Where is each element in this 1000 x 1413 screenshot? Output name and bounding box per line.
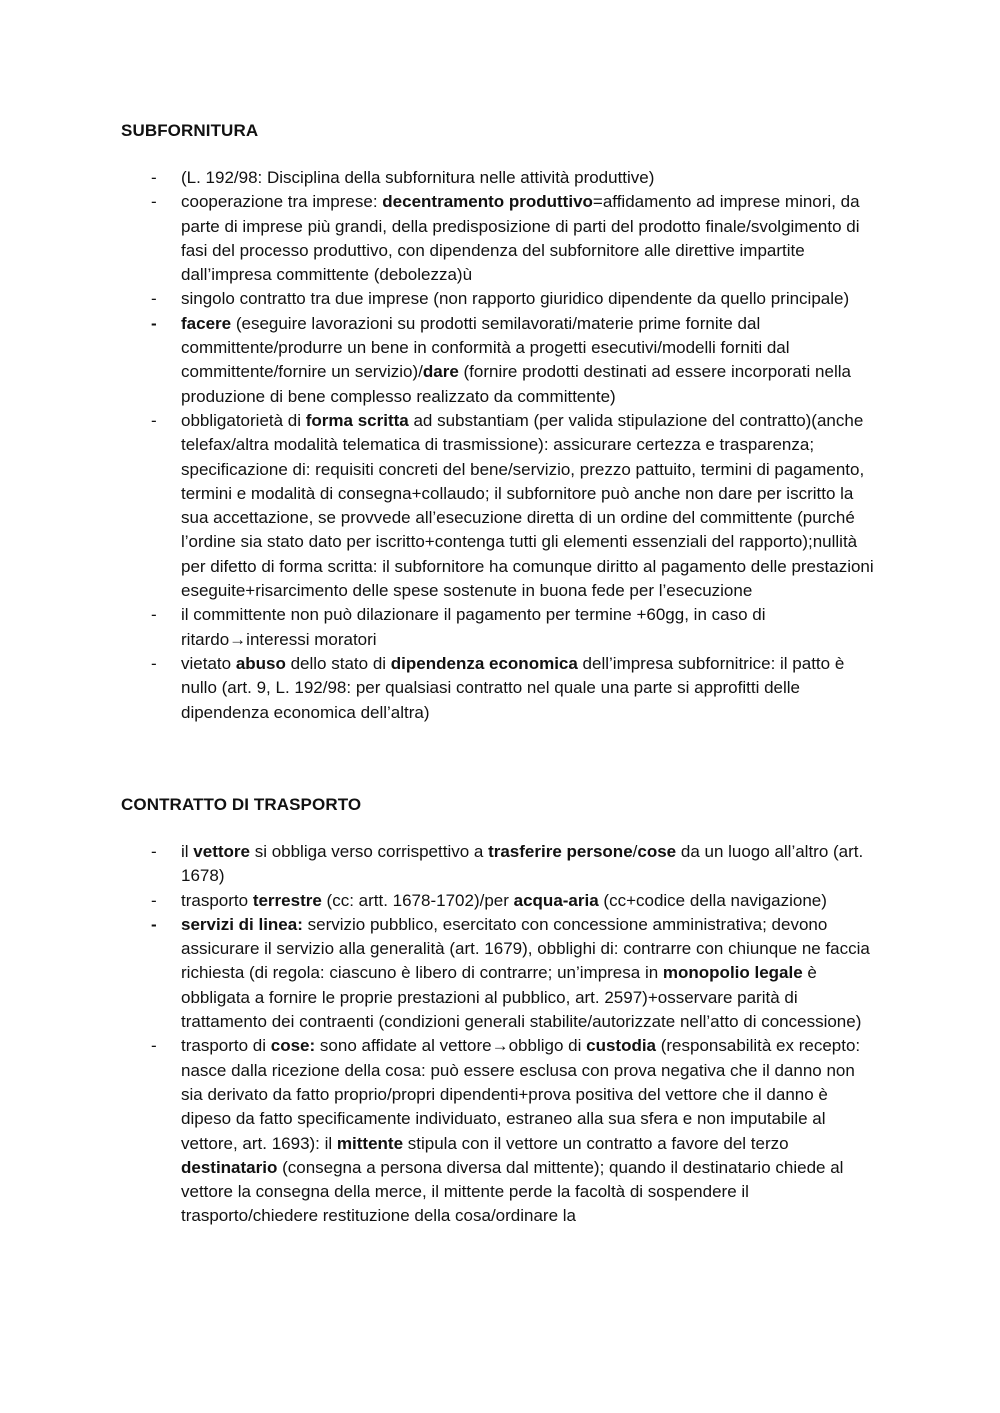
bullet-dash: - (151, 890, 157, 910)
text-run: stipula con il vettore un contratto a favore del terzo (403, 1133, 789, 1153)
list-item (0, 652, 1000, 725)
list-item-text (181, 166, 881, 190)
list-item-text (181, 652, 881, 725)
text-run: (cc: artt. 1678-1702)/per (321, 890, 514, 910)
list-item (0, 840, 1000, 889)
text-run: cooperazione tra imprese: (181, 192, 383, 212)
bold-term: dare (422, 362, 459, 382)
text-run: è obbligata a fornire le proprie prestazioni al pubblico, art. 2597)+osservare parità di trattamento dei contraenti (condizioni generali stabilite/autorizzate nell’atto di concessione) (181, 963, 862, 1032)
list-item (0, 409, 1000, 603)
text-run: (cc+codice della navigazione) (598, 890, 827, 910)
list-item (0, 166, 1000, 190)
bold-term: terrestre (252, 890, 322, 910)
bullet-dash: - (151, 842, 157, 861)
text-run: trasporto (181, 890, 253, 910)
text-run: dell’impresa subfornitrice: il patto è nullo (art. 9, L. 192/98: per qualsiasi contratto nel quale una parte si approfitti delle dipendenza economica dell’altra) (181, 653, 845, 722)
text-run: singolo contratto tra due imprese (non rapporto giuridico dipendente da quello principale) (181, 289, 850, 309)
list-item-text (181, 840, 881, 889)
bold-term: acqua-aria (513, 890, 599, 910)
list-item-text (181, 1034, 881, 1228)
list-item-text (181, 190, 881, 287)
text-run: (fornire prodotti destinati ad essere incorporati nella produzione di bene complesso realizzato da committente) (181, 362, 851, 406)
text-run: il (181, 842, 194, 861)
bullet-dash: - (151, 192, 157, 212)
bullet-dash: - (151, 289, 157, 309)
text-run: dello stato di (285, 653, 391, 673)
text-run: trasporto di (181, 1036, 271, 1056)
bold-term: custodia (586, 1036, 657, 1056)
text-run: (eseguire lavorazioni su prodotti semilavorati/materie prime fornite dal committente/produrre un bene in conformità a progetti esecutivi/modelli forniti dal committente/fornire un servizio)/ (181, 313, 790, 382)
list-item-text (181, 913, 881, 1034)
section-heading-subfornitura: SUBFORNITURA (121, 121, 259, 140)
text-run: il committente non può dilazionare il pagamento per termine +60gg, in caso di ritardo→interessi moratori (181, 605, 766, 649)
bold-term: monopolio legale (662, 963, 803, 983)
bullet-dash: - (151, 313, 157, 333)
text-run: si obbliga verso corrispettivo a (249, 842, 489, 861)
bold-term: trasferire persone (488, 842, 633, 861)
bold-term: forma scritta (305, 410, 409, 430)
text-run: vietato (181, 653, 236, 673)
text-run: ad substantiam (per valida stipulazione del contratto)(anche telefax/altra modalità telematica di trasmissione): assicurare certezza e trasparenza; specificazione di: requisiti concreti del bene/servizio, prezzo pattuito, termini di pagamento, termini e modalità di consegna+collaudo; il subfornitore può anche non dare per iscritto la sua accettazione, se provvede all’esecuzione diretta di un ordine del committente (purché l’ordine sia stato dato per iscritto+contenga tutti gli elementi essenziali del rapporto);nullità per difetto di forma scritta: il subfornitore ha comunque diritto al pagamento delle prestazioni eseguite+risarcimento delle spese sostenute in buona fede per l’esecuzione (181, 410, 874, 601)
list-item (0, 603, 1000, 652)
list-item (0, 913, 1000, 1034)
list-item (0, 287, 1000, 311)
list-item-text (181, 312, 881, 409)
text-run: (responsabilità ex recepto: nasce dalla ricezione della cosa: può essere esclusa con prova negativa che il danno non sia derivato da fatto proprio/propri dipendenti+prova positiva del vettore che il danno è dipeso da fatto specificamente individuato, estraneo alla sua sfera e non imputabile al vettore, art. 1693): il (181, 1036, 861, 1153)
list-item (0, 1034, 1000, 1228)
bold-term: facere (181, 313, 232, 333)
bullet-dash: - (151, 1036, 157, 1056)
bullet-list-contratto-di-trasporto (0, 840, 1000, 1229)
list-item (0, 190, 1000, 287)
list-item (0, 889, 1000, 913)
bold-term: abuso (235, 653, 286, 673)
bold-term: mittente (336, 1133, 404, 1153)
section-heading-contratto-di-trasporto: CONTRATTO DI TRASPORTO (121, 795, 362, 814)
bold-term: vettore (193, 842, 250, 861)
bold-term: dipendenza economica (390, 653, 578, 673)
text-run: (L. 192/98: Disciplina della subfornitura nelle attività produttive) (181, 168, 655, 187)
bold-term: cose (637, 842, 677, 861)
bullet-dash: - (151, 914, 157, 934)
text-run: =affidamento ad imprese minori, da parte di imprese più grandi, della predisposizione di parti del prodotto finale/svolgimento di fasi del processo produttivo, con dipendenza del subfornitore alle direttive impartite dall’impresa committente (debolezza)ù (181, 192, 860, 285)
bold-term: destinatario (181, 1157, 278, 1177)
list-item-text (181, 889, 881, 913)
bullet-dash: - (151, 605, 157, 625)
bullet-dash: - (151, 410, 157, 430)
bullet-dash: - (151, 653, 157, 673)
text-run: da un luogo all’altro (art. 1678) (181, 842, 864, 886)
list-item-text (181, 603, 881, 652)
text-run: / (632, 842, 638, 861)
bullet-dash: - (151, 168, 157, 187)
text-run: (consegna a persona diversa dal mittente); quando il destinatario chiede al vettore la consegna della merce, il mittente perde la facoltà di sospendere il trasporto/chiedere restituzione della cosa/ordinare la (181, 1157, 844, 1226)
list-item-text (181, 287, 881, 311)
bold-term: servizi di linea: (181, 914, 303, 934)
list-item-text (181, 409, 881, 603)
bullet-list-subfornitura (0, 166, 1000, 725)
bold-term: cose: (270, 1036, 316, 1056)
list-item (0, 312, 1000, 409)
text-run: sono affidate al vettore→obbligo di (315, 1036, 587, 1056)
text-run: obbligatorietà di (181, 410, 306, 430)
bold-term: decentramento produttivo (382, 192, 593, 212)
text-run: servizio pubblico, esercitato con concessione amministrativa; devono assicurare il servizio alla generalità (art. 1679), obblighi di: contrarre con chiunque ne faccia richiesta (di regola: ciascuno è libero di contrarre; un’impresa in (181, 914, 870, 983)
